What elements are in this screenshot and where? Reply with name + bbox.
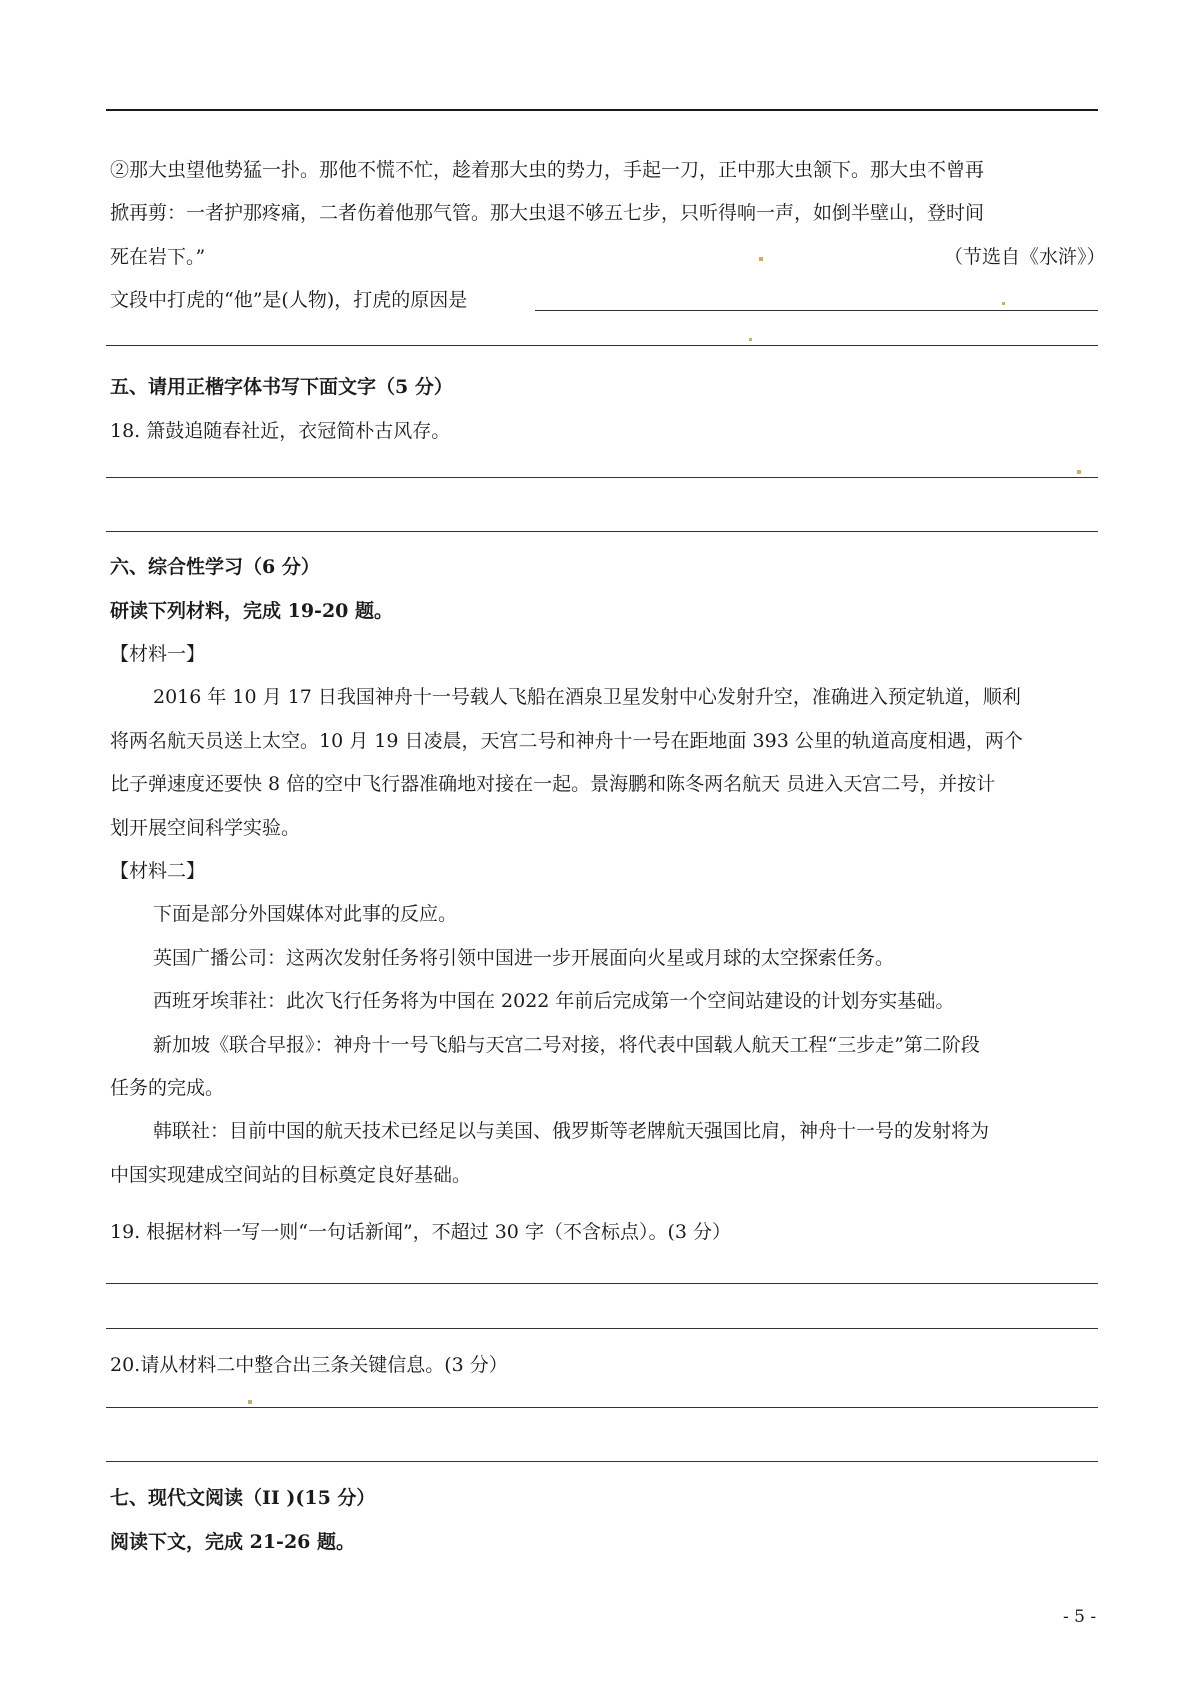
material-1-line-2: 将两名航天员送上太空。10 月 19 日凌晨，天宫二号和神舟十一号在距地面 393 公里的轨道高度相遇，两个 bbox=[110, 730, 1023, 752]
header-rule bbox=[106, 109, 1098, 111]
scan-speck bbox=[248, 1400, 252, 1404]
passage-source: （节选自《水浒》） bbox=[944, 246, 1106, 268]
answer-line-18-1[interactable] bbox=[106, 477, 1098, 478]
question-tiger-fighter bbox=[110, 288, 467, 312]
answer-line-18-2[interactable] bbox=[106, 531, 1098, 532]
scan-speck bbox=[749, 338, 752, 341]
question-20: 20.请从材料二中整合出三条关键信息。(3 分） bbox=[110, 1354, 508, 1376]
material-2-title: 【材料二】 bbox=[110, 860, 206, 882]
material-2-efe: 西班牙埃菲社：此次飞行任务将为中国在 2022 年前后完成第一个空间站建设的计划夯实基础。 bbox=[153, 990, 955, 1012]
section-7-heading: 七、现代文阅读（II )(15 分） bbox=[110, 1487, 376, 1509]
section-7-instruction: 阅读下文，完成 21-26 题。 bbox=[110, 1531, 355, 1553]
material-1-line-4: 划开展空间科学实验。 bbox=[110, 817, 301, 839]
section-5-heading: 五、请用正楷字体书写下面文字（5 分） bbox=[110, 376, 453, 398]
answer-line-20-2[interactable] bbox=[106, 1461, 1098, 1462]
page-number: - 5 - bbox=[1063, 1607, 1097, 1627]
answer-line-20-1[interactable] bbox=[106, 1407, 1098, 1408]
material-1-line-3: 比子弹速度还要快 8 倍的空中飞行器准确地对接在一起。景海鹏和陈冬两名航天 员进入天宫二号，并按计 bbox=[110, 773, 996, 795]
scan-speck bbox=[759, 257, 763, 261]
material-1-title: 【材料一】 bbox=[110, 643, 206, 665]
question-18: 18. 箫鼓追随春社近，衣冠简朴古风存。 bbox=[110, 420, 451, 442]
passage-line-2: 掀再剪：一者护那疼痛，二者伤着他那气管。那大虫退不够五七步，只听得响一声，如倒半壁山，登时间 bbox=[110, 202, 985, 224]
question-19: 19. 根据材料一写一则“一句话新闻”，不超过 30 字（不含标点）。(3 分） bbox=[110, 1221, 731, 1243]
answer-line-tiger-1[interactable] bbox=[535, 310, 1098, 311]
section-6-heading: 六、综合性学习（6 分） bbox=[110, 556, 320, 578]
material-2-zaobao-2: 任务的完成。 bbox=[110, 1077, 225, 1099]
answer-line-19-2[interactable] bbox=[106, 1328, 1098, 1329]
material-2-yonhap-1: 韩联社：目前中国的航天技术已经足以与美国、俄罗斯等老牌航天强国比肩，神舟十一号的发射将为 bbox=[153, 1120, 990, 1142]
scan-speck bbox=[1002, 302, 1005, 305]
answer-line-19-1[interactable] bbox=[106, 1283, 1098, 1284]
passage-line-3: 死在岩下。” bbox=[110, 246, 206, 268]
material-2-yonhap-2: 中国实现建成空间站的目标奠定良好基础。 bbox=[110, 1164, 472, 1186]
material-2-zaobao-1: 新加坡《联合早报》：神舟十一号飞船与天宫二号对接，将代表中国载人航天工程“三步走”第二阶段 bbox=[153, 1034, 980, 1056]
question-text: 文段中打虎的“他”是(人物)，打虎的原因是 bbox=[110, 289, 468, 311]
scan-speck bbox=[1077, 470, 1081, 474]
material-2-bbc: 英国广播公司：这两次发射任务将引领中国进一步开展面向火星或月球的太空探索任务。 bbox=[153, 947, 895, 969]
section-6-instruction: 研读下列材料，完成 19-20 题。 bbox=[110, 600, 393, 622]
passage-line-1: ②那大虫望他势猛一扑。那他不慌不忙，趁着那大虫的势力，手起一刀，正中那大虫颔下。那大虫不曾再 bbox=[110, 159, 985, 181]
material-1-line-1: 2016 年 10 月 17 日我国神舟十一号载人飞船在酒泉卫星发射中心发射升空，准确进入预定轨道，顺利 bbox=[153, 686, 1021, 708]
material-2-intro: 下面是部分外国媒体对此事的反应。 bbox=[153, 903, 458, 925]
answer-line-tiger-2[interactable] bbox=[106, 345, 1098, 346]
